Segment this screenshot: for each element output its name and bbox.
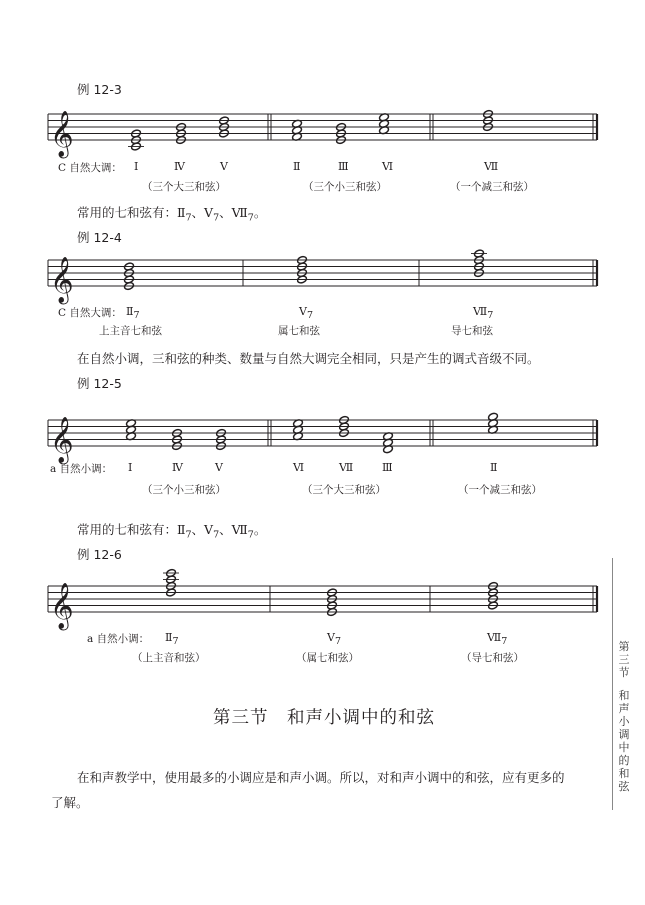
sidebar-char: 声 bbox=[618, 702, 630, 715]
roman-numeral-seventh: $Ⅶ_7$ bbox=[473, 305, 494, 322]
sidebar-char: 和 bbox=[618, 767, 630, 780]
section-heading: 第三节 和声小调中的和弦 bbox=[213, 708, 435, 728]
sidebar-char: 弦 bbox=[618, 780, 630, 793]
roman-numeral: Ⅰ bbox=[128, 461, 133, 474]
roman-numeral: Ⅰ bbox=[134, 160, 139, 173]
chord-group-label: （三个小三和弦） bbox=[142, 484, 226, 496]
example-label-12-3: 例 12-3 bbox=[77, 82, 122, 97]
closing-paragraph-line-2: 了解。 bbox=[51, 795, 89, 810]
chord-group-label: （三个大三和弦） bbox=[142, 181, 226, 193]
sidebar-char: 的 bbox=[618, 754, 630, 767]
chord-name-label: （属七和弦） bbox=[296, 652, 359, 664]
sidebar-gap bbox=[617, 679, 631, 689]
treble-clef-icon: 𝄞 bbox=[50, 257, 74, 303]
sidebar-char: 小 bbox=[618, 715, 630, 728]
roman-numeral: Ⅳ bbox=[174, 160, 185, 173]
treble-clef-icon: 𝄞 bbox=[50, 111, 74, 157]
key-label: C 自然大调： bbox=[58, 307, 122, 319]
key-label: C 自然大调： bbox=[58, 162, 122, 174]
sidebar-char: 和 bbox=[618, 689, 630, 702]
chord-name-label: 导七和弦 bbox=[451, 325, 493, 337]
example-label-12-5: 例 12-5 bbox=[77, 376, 122, 391]
roman-numeral: Ⅴ bbox=[220, 160, 228, 173]
roman-numeral: Ⅱ bbox=[490, 461, 498, 474]
sidebar-running-title bbox=[617, 640, 631, 793]
minor-key-paragraph: 在自然小调，三和弦的种类、数量与自然大调完全相同，只是产生的调式音级不同。 bbox=[77, 351, 540, 366]
treble-clef-icon: 𝄞 bbox=[50, 417, 74, 463]
roman-numeral: Ⅵ bbox=[293, 461, 305, 474]
roman-numeral-seventh: $Ⅴ_7$ bbox=[299, 305, 313, 322]
chord-name-label: （上主音和弦） bbox=[132, 652, 206, 664]
treble-clef-icon: 𝄞 bbox=[50, 583, 74, 629]
sidebar-char: 调 bbox=[618, 728, 630, 741]
chord-name-label: 上主音七和弦 bbox=[99, 325, 162, 337]
roman-numeral: Ⅶ bbox=[339, 461, 354, 474]
sidebar-char: 中 bbox=[618, 741, 630, 754]
seventh-chords-line: 常用的七和弦有：$Ⅱ_7$、$Ⅴ_7$、$Ⅶ_7$。 bbox=[77, 522, 267, 541]
roman-numeral: Ⅲ bbox=[338, 160, 349, 173]
chord-group-label: （三个大三和弦） bbox=[302, 484, 386, 496]
roman-numeral-seventh: $Ⅴ_7$ bbox=[327, 631, 341, 648]
roman-numeral: Ⅲ bbox=[382, 461, 393, 474]
example-label-12-4: 例 12-4 bbox=[77, 230, 122, 245]
chord-name-label: 属七和弦 bbox=[278, 325, 320, 337]
roman-numeral-seventh: $Ⅶ_7$ bbox=[487, 631, 508, 648]
sidebar-char: 三 bbox=[618, 653, 630, 666]
sidebar-char: 节 bbox=[618, 666, 630, 679]
chord-group-label: （一个减三和弦） bbox=[458, 484, 542, 496]
roman-numeral-seventh: $Ⅱ_7$ bbox=[126, 305, 140, 322]
chord-name-label: （导七和弦） bbox=[461, 652, 524, 664]
closing-paragraph-line-1: 在和声教学中，使用最多的小调应是和声小调。所以，对和声小调中的和弦，应有更多的 bbox=[77, 770, 565, 785]
roman-numeral: Ⅳ bbox=[172, 461, 183, 474]
roman-numeral: Ⅵ bbox=[382, 160, 394, 173]
chord-group-label: （三个小三和弦） bbox=[303, 181, 387, 193]
chord-group-label: （一个减三和弦） bbox=[450, 181, 534, 193]
roman-numeral: Ⅱ bbox=[293, 160, 301, 173]
key-label: a 自然小调： bbox=[87, 633, 150, 645]
sidebar-rule bbox=[612, 558, 613, 810]
sidebar-char: 第 bbox=[618, 640, 630, 653]
key-label: a 自然小调： bbox=[50, 463, 113, 475]
example-label-12-6: 例 12-6 bbox=[77, 547, 122, 562]
roman-numeral: Ⅶ bbox=[484, 160, 499, 173]
roman-numeral-seventh: $Ⅱ_7$ bbox=[165, 631, 179, 648]
seventh-chords-line: 常用的七和弦有：$Ⅱ_7$、$Ⅴ_7$、$Ⅶ_7$。 bbox=[77, 205, 267, 224]
roman-numeral: Ⅴ bbox=[215, 461, 223, 474]
